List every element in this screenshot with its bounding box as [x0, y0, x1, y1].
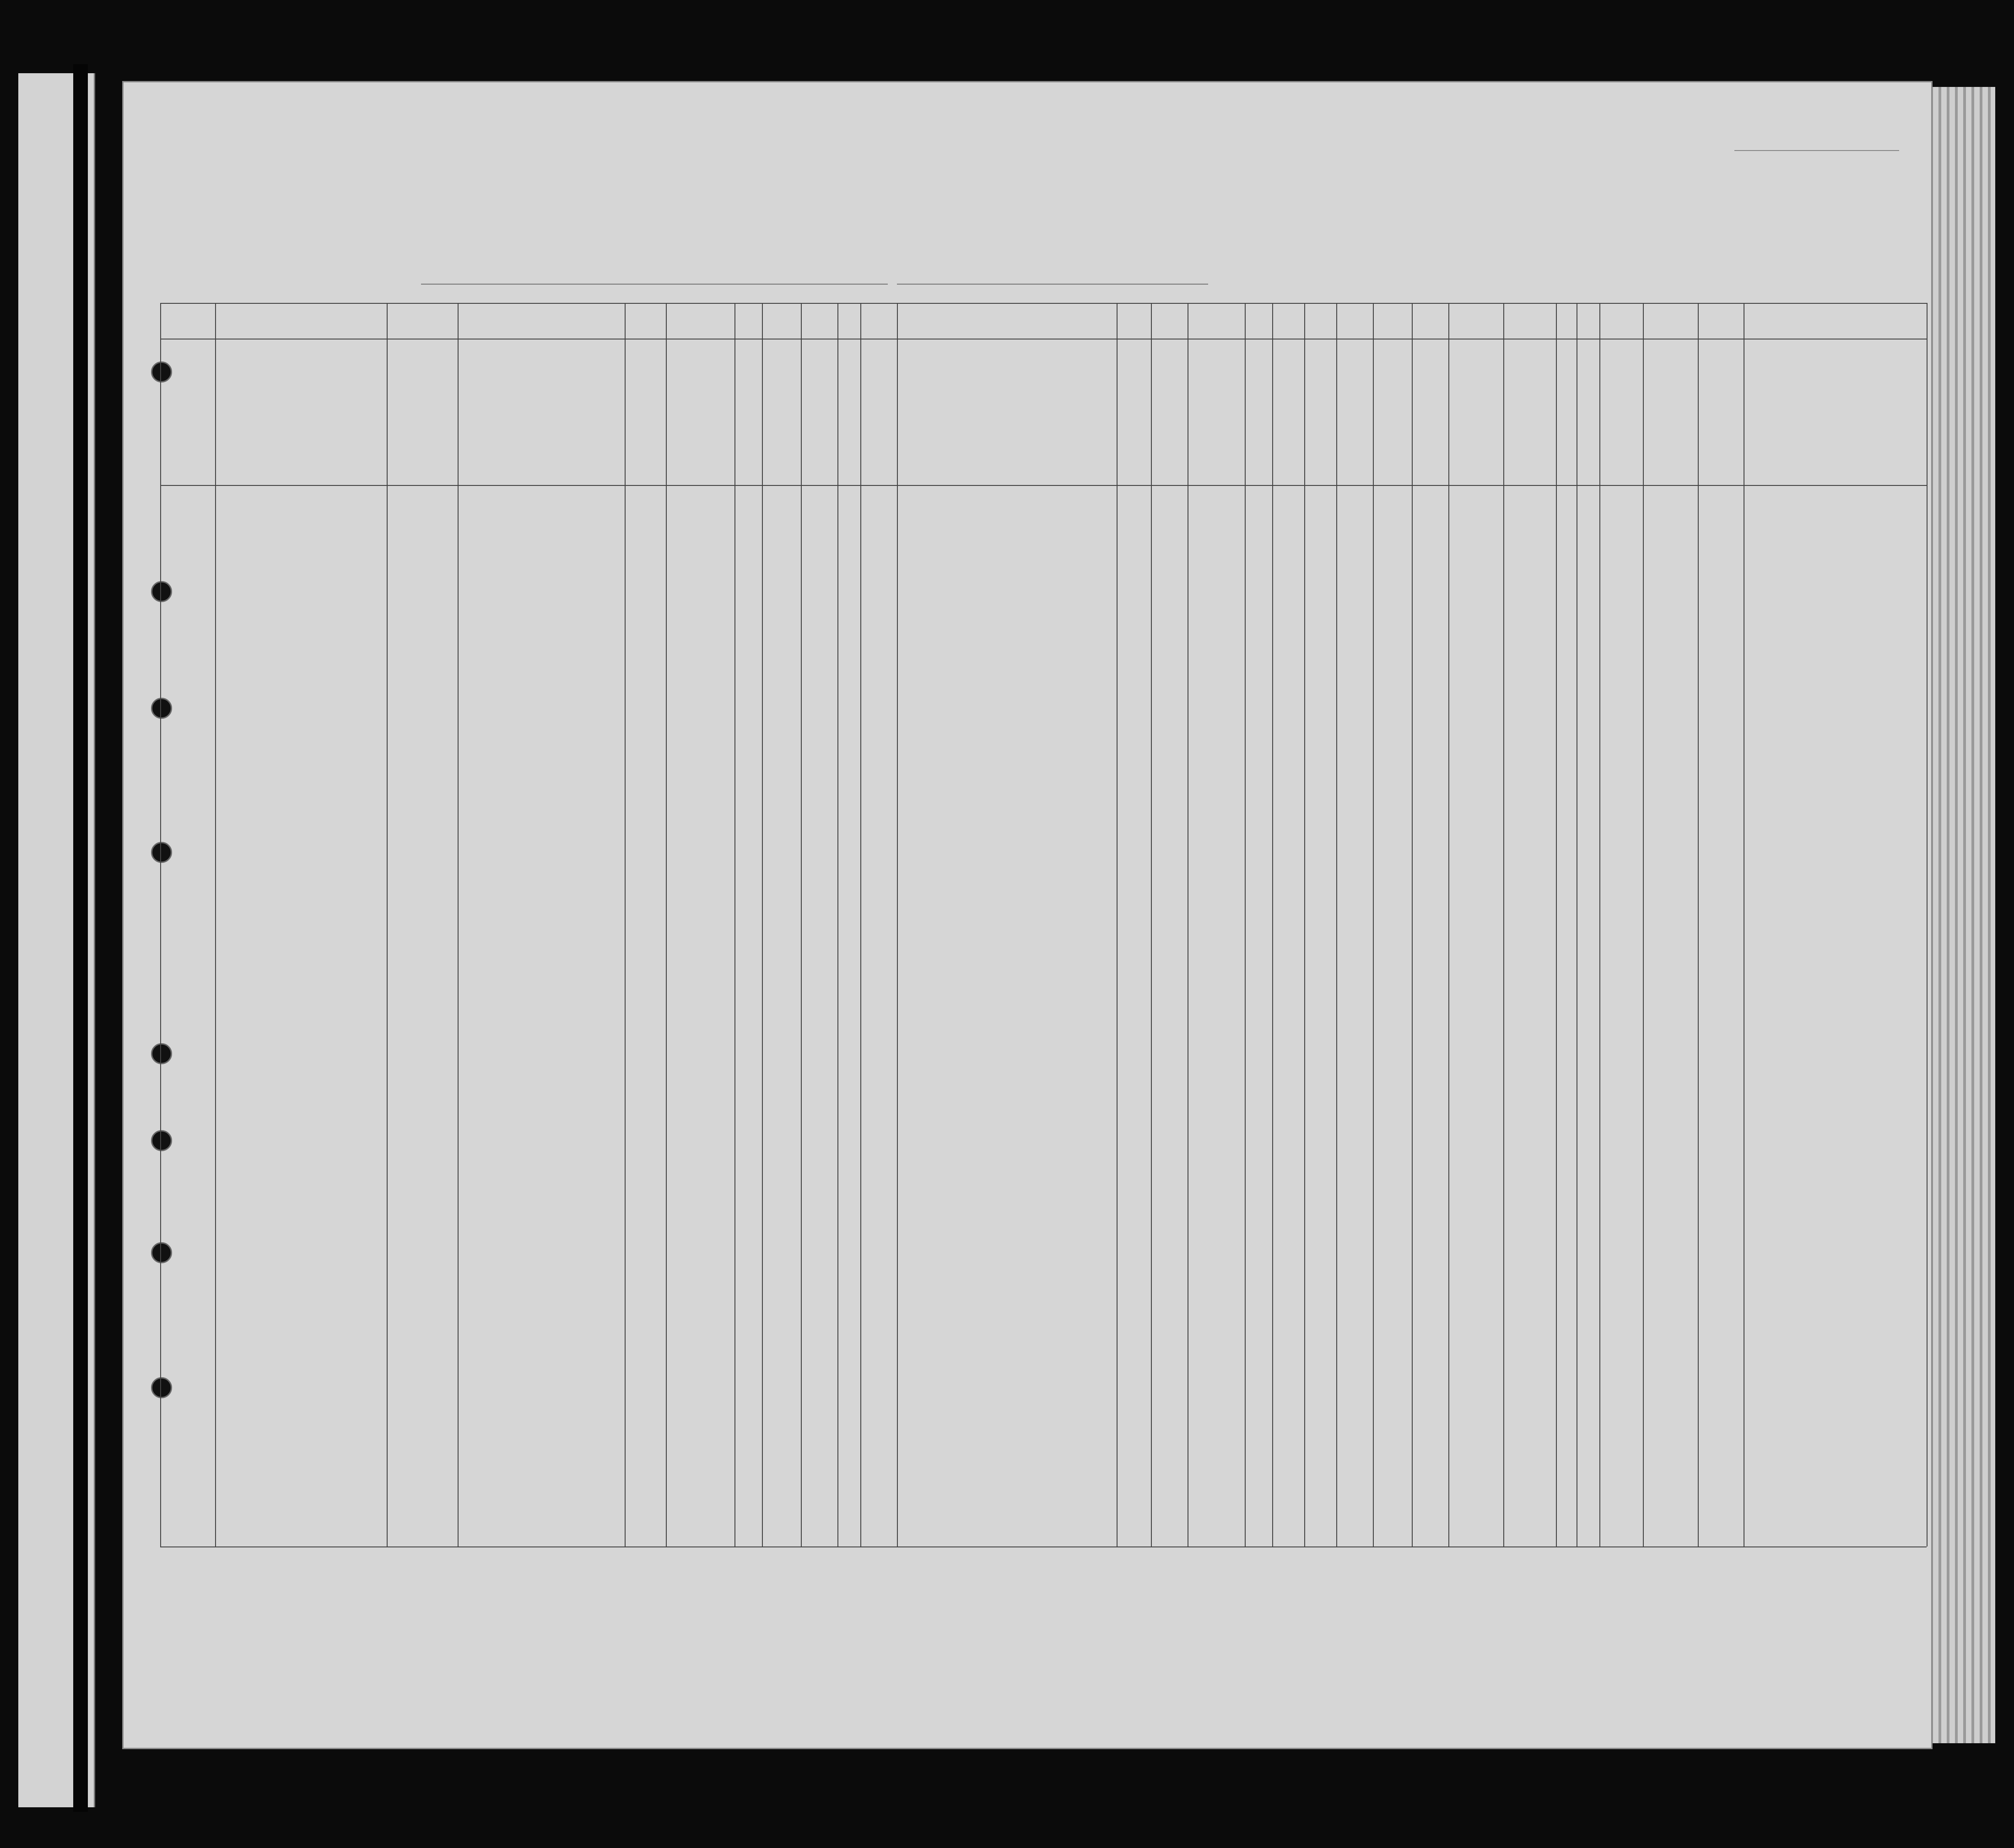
punch-hole	[151, 581, 172, 602]
punch-hole	[151, 361, 172, 383]
column-rule	[1373, 303, 1374, 1546]
column-rule	[666, 303, 667, 1546]
stacked-page-edges	[1922, 87, 1995, 1743]
punch-hole	[151, 842, 172, 863]
table-top-rule	[160, 303, 1927, 304]
punch-hole	[151, 698, 172, 719]
header-bottom-rule	[160, 485, 1927, 486]
column-rule	[734, 303, 735, 1546]
column-rule	[215, 303, 216, 1546]
column-rule	[1448, 303, 1449, 1546]
column-rule	[1245, 303, 1246, 1546]
column-rule	[897, 303, 898, 1546]
column-rule	[387, 303, 388, 1546]
manifest-sheet	[124, 82, 1931, 1748]
date-underline	[897, 284, 1208, 285]
binding-strip	[73, 64, 88, 1812]
port-underline	[421, 284, 888, 285]
column-rule	[1503, 303, 1504, 1546]
column-rule	[1272, 303, 1273, 1546]
list-underline	[1734, 150, 1899, 151]
punch-hole	[151, 1377, 172, 1398]
punch-hole	[151, 1130, 172, 1151]
punch-hole	[151, 1043, 172, 1064]
column-rule	[458, 303, 459, 1546]
column-rule	[160, 303, 161, 1546]
column-rule	[1698, 303, 1699, 1546]
table-bottom-rule	[160, 1546, 1927, 1547]
column-rule	[1643, 303, 1644, 1546]
column-rule	[1412, 303, 1413, 1546]
column-rule	[1927, 303, 1928, 1546]
column-rule	[625, 303, 626, 1546]
column-rule	[1304, 303, 1305, 1546]
column-rule	[762, 303, 763, 1546]
column-rule	[1151, 303, 1152, 1546]
column-rule	[1556, 303, 1557, 1546]
punch-hole	[151, 1242, 172, 1263]
column-rule	[1599, 303, 1600, 1546]
column-rule	[1117, 303, 1118, 1546]
column-rule	[860, 303, 861, 1546]
column-rule	[801, 303, 802, 1546]
column-rule	[1336, 303, 1337, 1546]
column-rule	[837, 303, 838, 1546]
